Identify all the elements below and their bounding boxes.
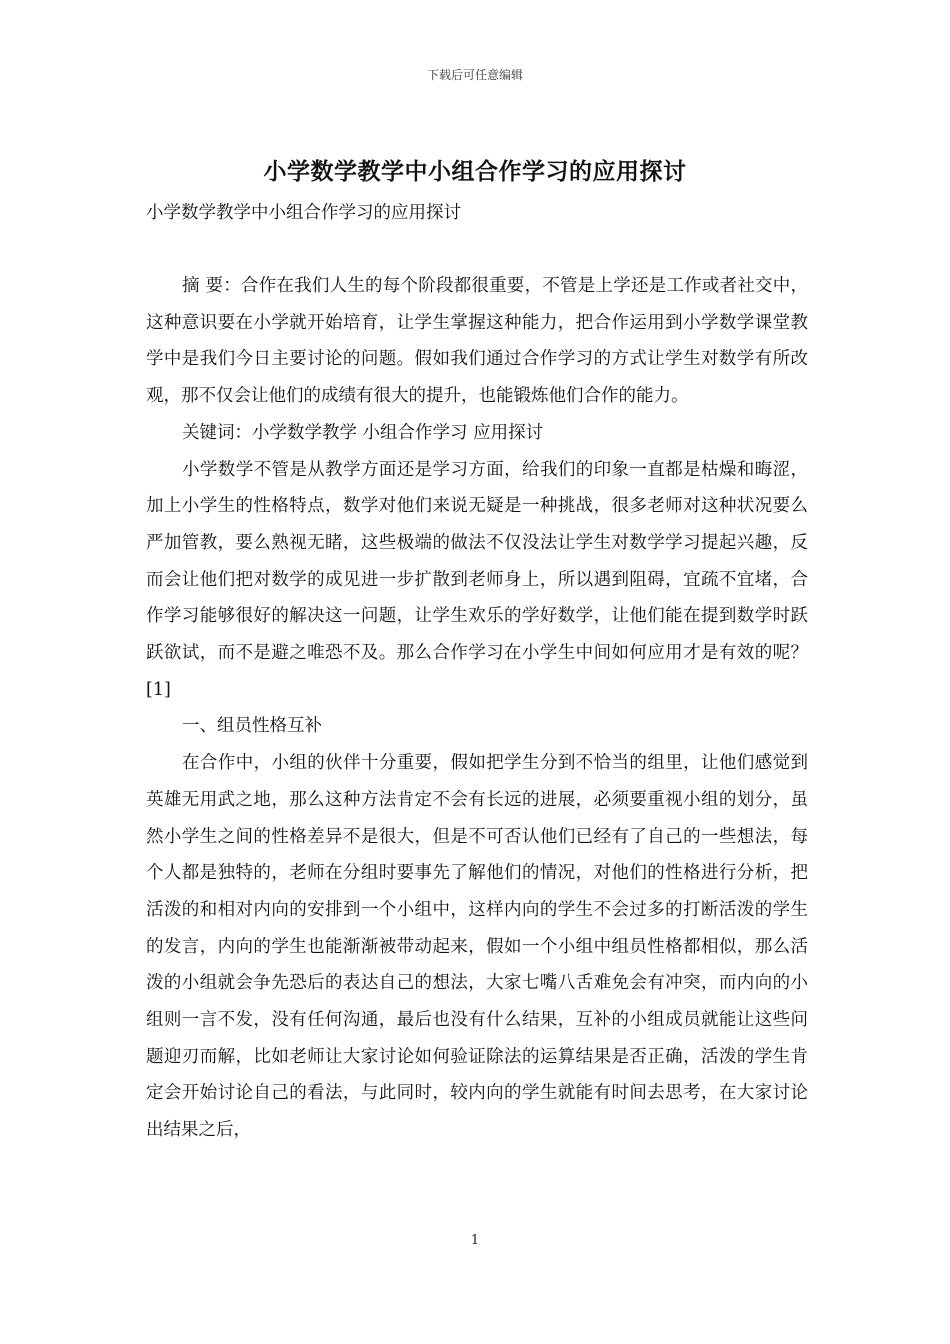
document-title: 小学数学教学中小组合作学习的应用探讨 [263, 158, 687, 185]
page-header-note: 下载后可任意编辑 [426, 68, 523, 82]
section-heading: 一、组员性格互补 [182, 716, 322, 737]
document-body [146, 268, 808, 1149]
intro-paragraph: 小学数学不管是从教学方面还是学习方面，给我们的印象一直都是枯燥和晦涩，加上小学生的性格特点，数学对他们来说无疑是一种挑战，很多老师对这种状况要么严加管教，要么熟视无睹，这些极端的做法不仅没法让学生对数学学习提起兴趣，反而会让他们把对数学的成见进一步扩散到老师身上，所以遇到阻碍，宜疏不宜堵，合作学习能够很好的解决这一问题，让学生欢乐的学好数学，让他们能在提到数学时跃跃欲试，而不是避之唯恐不及。那么合作学习在小学生中间如何应用才是有效的呢？[1] [146, 459, 808, 700]
abstract-paragraph: 摘 要：合作在我们人生的每个阶段都很重要，不管是上学还是工作或者社交中，这种意识要在小学就开始培育，让学生掌握这种能力，把合作运用到小学数学课堂教学中是我们今日主要讨论的问题。假如我们通过合作学习的方式让学生对数学有所改观，那不仅会让他们的成绩有很大的提升，也能锻炼他们合作的能力。 [146, 276, 808, 407]
document-subtitle: 小学数学教学中小组合作学习的应用探讨 [146, 203, 461, 223]
page-number: 1 [470, 1233, 480, 1248]
keywords-paragraph: 关键词：小学数学教学 小组合作学习 应用探讨 [182, 422, 544, 443]
section-paragraph: 在合作中，小组的伙伴十分重要，假如把学生分到不恰当的组里，让他们感觉到英雄无用武之地，那么这种方法肯定不会有长远的进展，必须要重视小组的划分，虽然小学生之间的性格差异不是很大，但是不可否认他们已经有了自己的一些想法，每个人都是独特的，老师在分组时要事先了解他们的情况，对他们的性格进行分析，把活泼的和相对内向的安排到一个小组中，这样内向的学生不会过多的打断活泼的学生的发言，内向的学生也能渐渐被带动起来，假如一个小组中组员性格都相似，那么活泼的小组就会争先恐后的表达自己的想法，大家七嘴八舌难免会有冲突，而内向的小组则一言不发，没有任何沟通，最后也没有什么结果，互补的小组成员就能让这些问题迎刃而解，比如老师让大家讨论如何验证除法的运算结果是否正确，活泼的学生肯定会开始讨论自己的看法，与此同时，较内向的学生就能有时间去思考，在大家讨论出结果之后， [146, 753, 808, 1141]
